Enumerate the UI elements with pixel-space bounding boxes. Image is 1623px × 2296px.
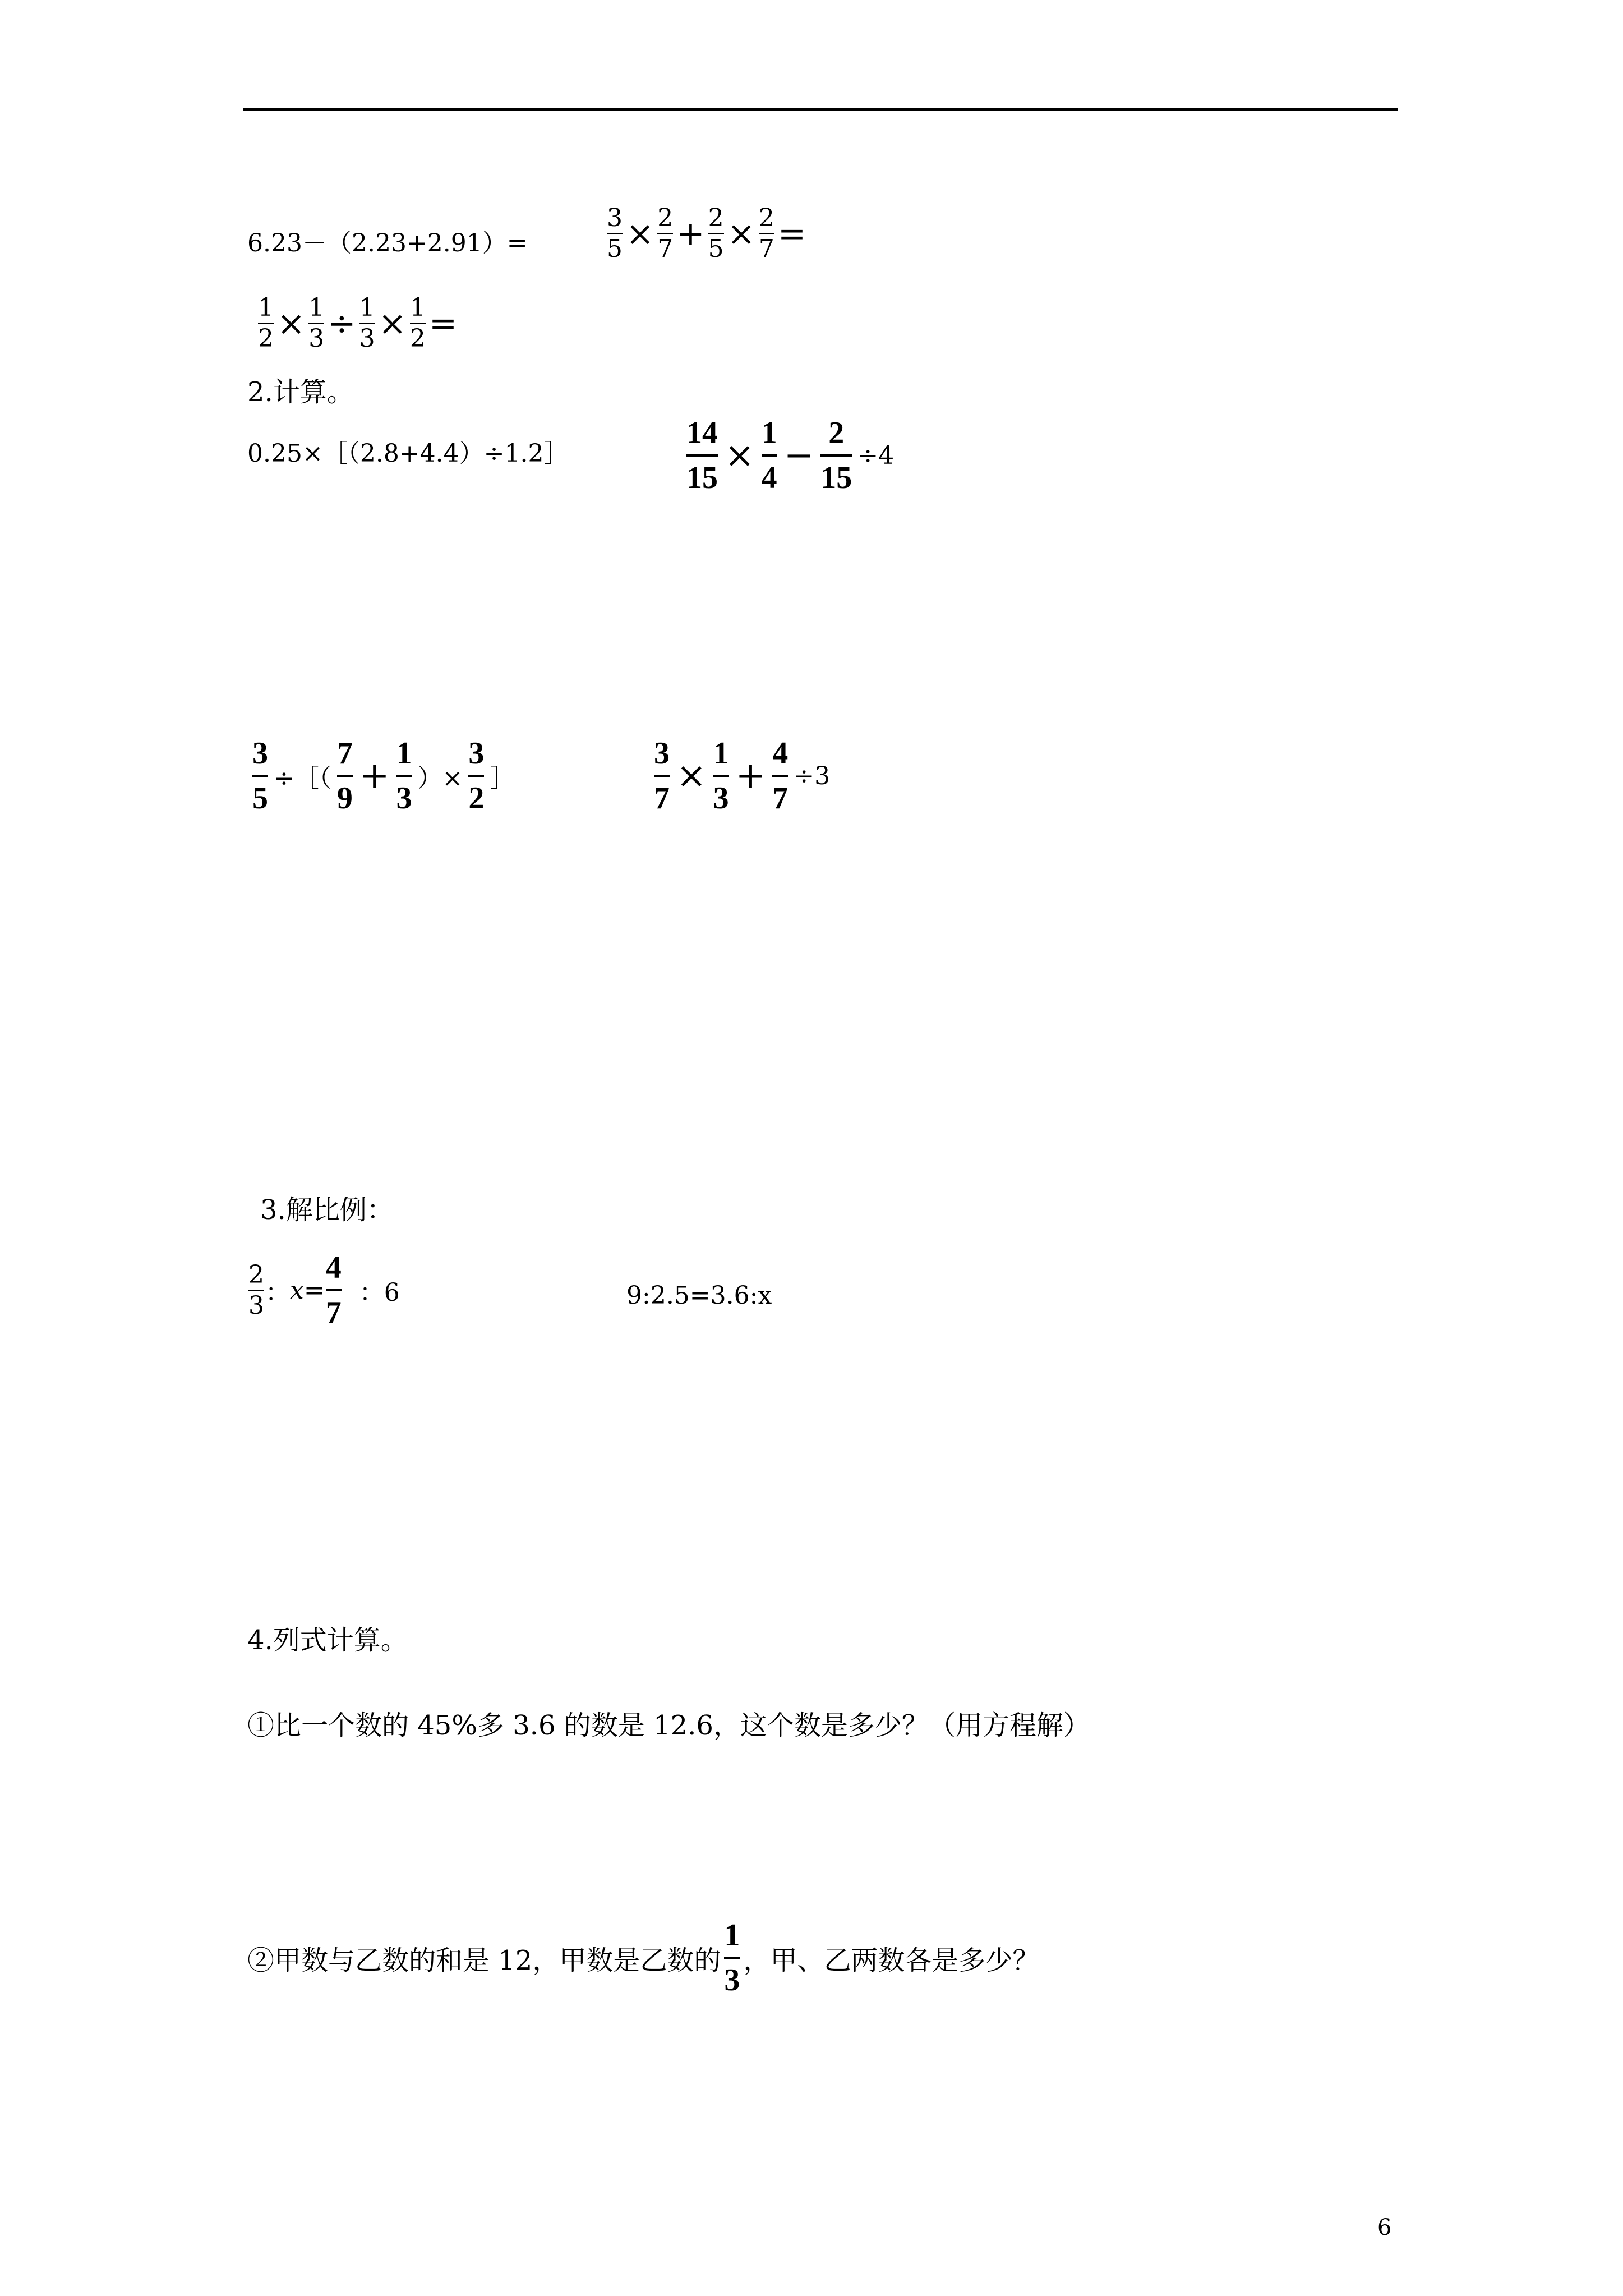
operator: ］ (490, 764, 515, 793)
operator: × (277, 303, 306, 343)
fraction: $\frac{1}{3}$ (308, 293, 325, 353)
expr-fraction-mul-div (257, 293, 459, 353)
question-2-text: ②甲数与乙数的和是 12，甲数是乙数的 (247, 1944, 721, 1976)
operator: ： (265, 1278, 290, 1307)
operator: + (676, 214, 705, 254)
section-3-heading: 3.解比例： (260, 1194, 394, 1226)
operator: × (676, 755, 707, 797)
operator: = (428, 303, 458, 343)
expr-proportion-2: 9:2.5=3.6:x (626, 1281, 772, 1310)
page-number: 6 (1377, 2215, 1392, 2240)
operator: + (735, 755, 766, 797)
operator: ）× (417, 764, 463, 793)
operator: ：6 (359, 1278, 400, 1307)
operator: = (777, 214, 806, 254)
operator: × (626, 214, 654, 254)
fraction: $\frac{7}{9}$ (336, 736, 353, 816)
fraction: $\frac{3}{2}$ (468, 736, 485, 816)
expr-big-fractions-2 (251, 738, 514, 814)
expr-decimal-subtraction: 6.23－（2.23+2.91）= (247, 229, 528, 257)
operator: ÷ (328, 303, 356, 343)
fraction: $\frac{2}{7}$ (657, 204, 674, 263)
fraction: $\frac{4}{7}$ (772, 736, 789, 816)
expr-fraction-products (606, 206, 808, 261)
operator: = (303, 1276, 325, 1305)
operator: ÷［（ (274, 764, 331, 793)
fraction: $\frac{1}{2}$ (258, 293, 274, 353)
fraction: $\frac{14}{15}$ (686, 416, 718, 495)
question-2-text-end: ，甲、乙两数各是多少？ (743, 1944, 1040, 1976)
expr-big-fractions-1 (685, 417, 894, 494)
operator: + (359, 755, 390, 797)
fraction: $\frac{1}{3}$ (724, 1918, 740, 1998)
operator: − (783, 435, 814, 476)
expr-proportion-1 (247, 1252, 400, 1328)
section-4-heading: 4.列式计算。 (247, 1625, 408, 1656)
fraction: $\frac{1}{3}$ (359, 293, 375, 353)
fraction: $\frac{1}{3}$ (713, 736, 729, 816)
fraction: $\frac{3}{7}$ (654, 736, 670, 816)
fraction: $\frac{2}{15}$ (820, 416, 852, 495)
fraction: $\frac{2}{3}$ (248, 1260, 264, 1320)
fraction: $\frac{2}{7}$ (758, 204, 774, 263)
variable-x: x (290, 1276, 304, 1305)
fraction: $\frac{2}{5}$ (708, 204, 724, 263)
section-2-heading: 2.计算。 (247, 376, 354, 408)
question-1: ①比一个数的 45%多 3.6 的数是 12.6，这个数是多少？（用方程解） (247, 1710, 1090, 1741)
fraction: $\frac{3}{5}$ (607, 204, 623, 263)
fraction: $\frac{4}{7}$ (325, 1250, 342, 1330)
fraction: $\frac{1}{2}$ (409, 293, 426, 353)
expr-decimal-brackets: 0.25×［（2.8+4.4）÷1.2］ (247, 439, 569, 468)
operator: × (378, 303, 407, 343)
operator: × (725, 435, 755, 476)
operator: × (727, 214, 755, 254)
expr-big-fractions-3 (653, 738, 830, 814)
fraction: $\frac{1}{3}$ (396, 736, 412, 816)
header-rule (243, 108, 1398, 111)
operator: ÷3 (794, 761, 831, 790)
question-2 (247, 1920, 1039, 1996)
operator: ÷4 (857, 441, 895, 470)
fraction: $\frac{3}{5}$ (252, 736, 268, 816)
fraction: $\frac{1}{4}$ (761, 416, 777, 495)
